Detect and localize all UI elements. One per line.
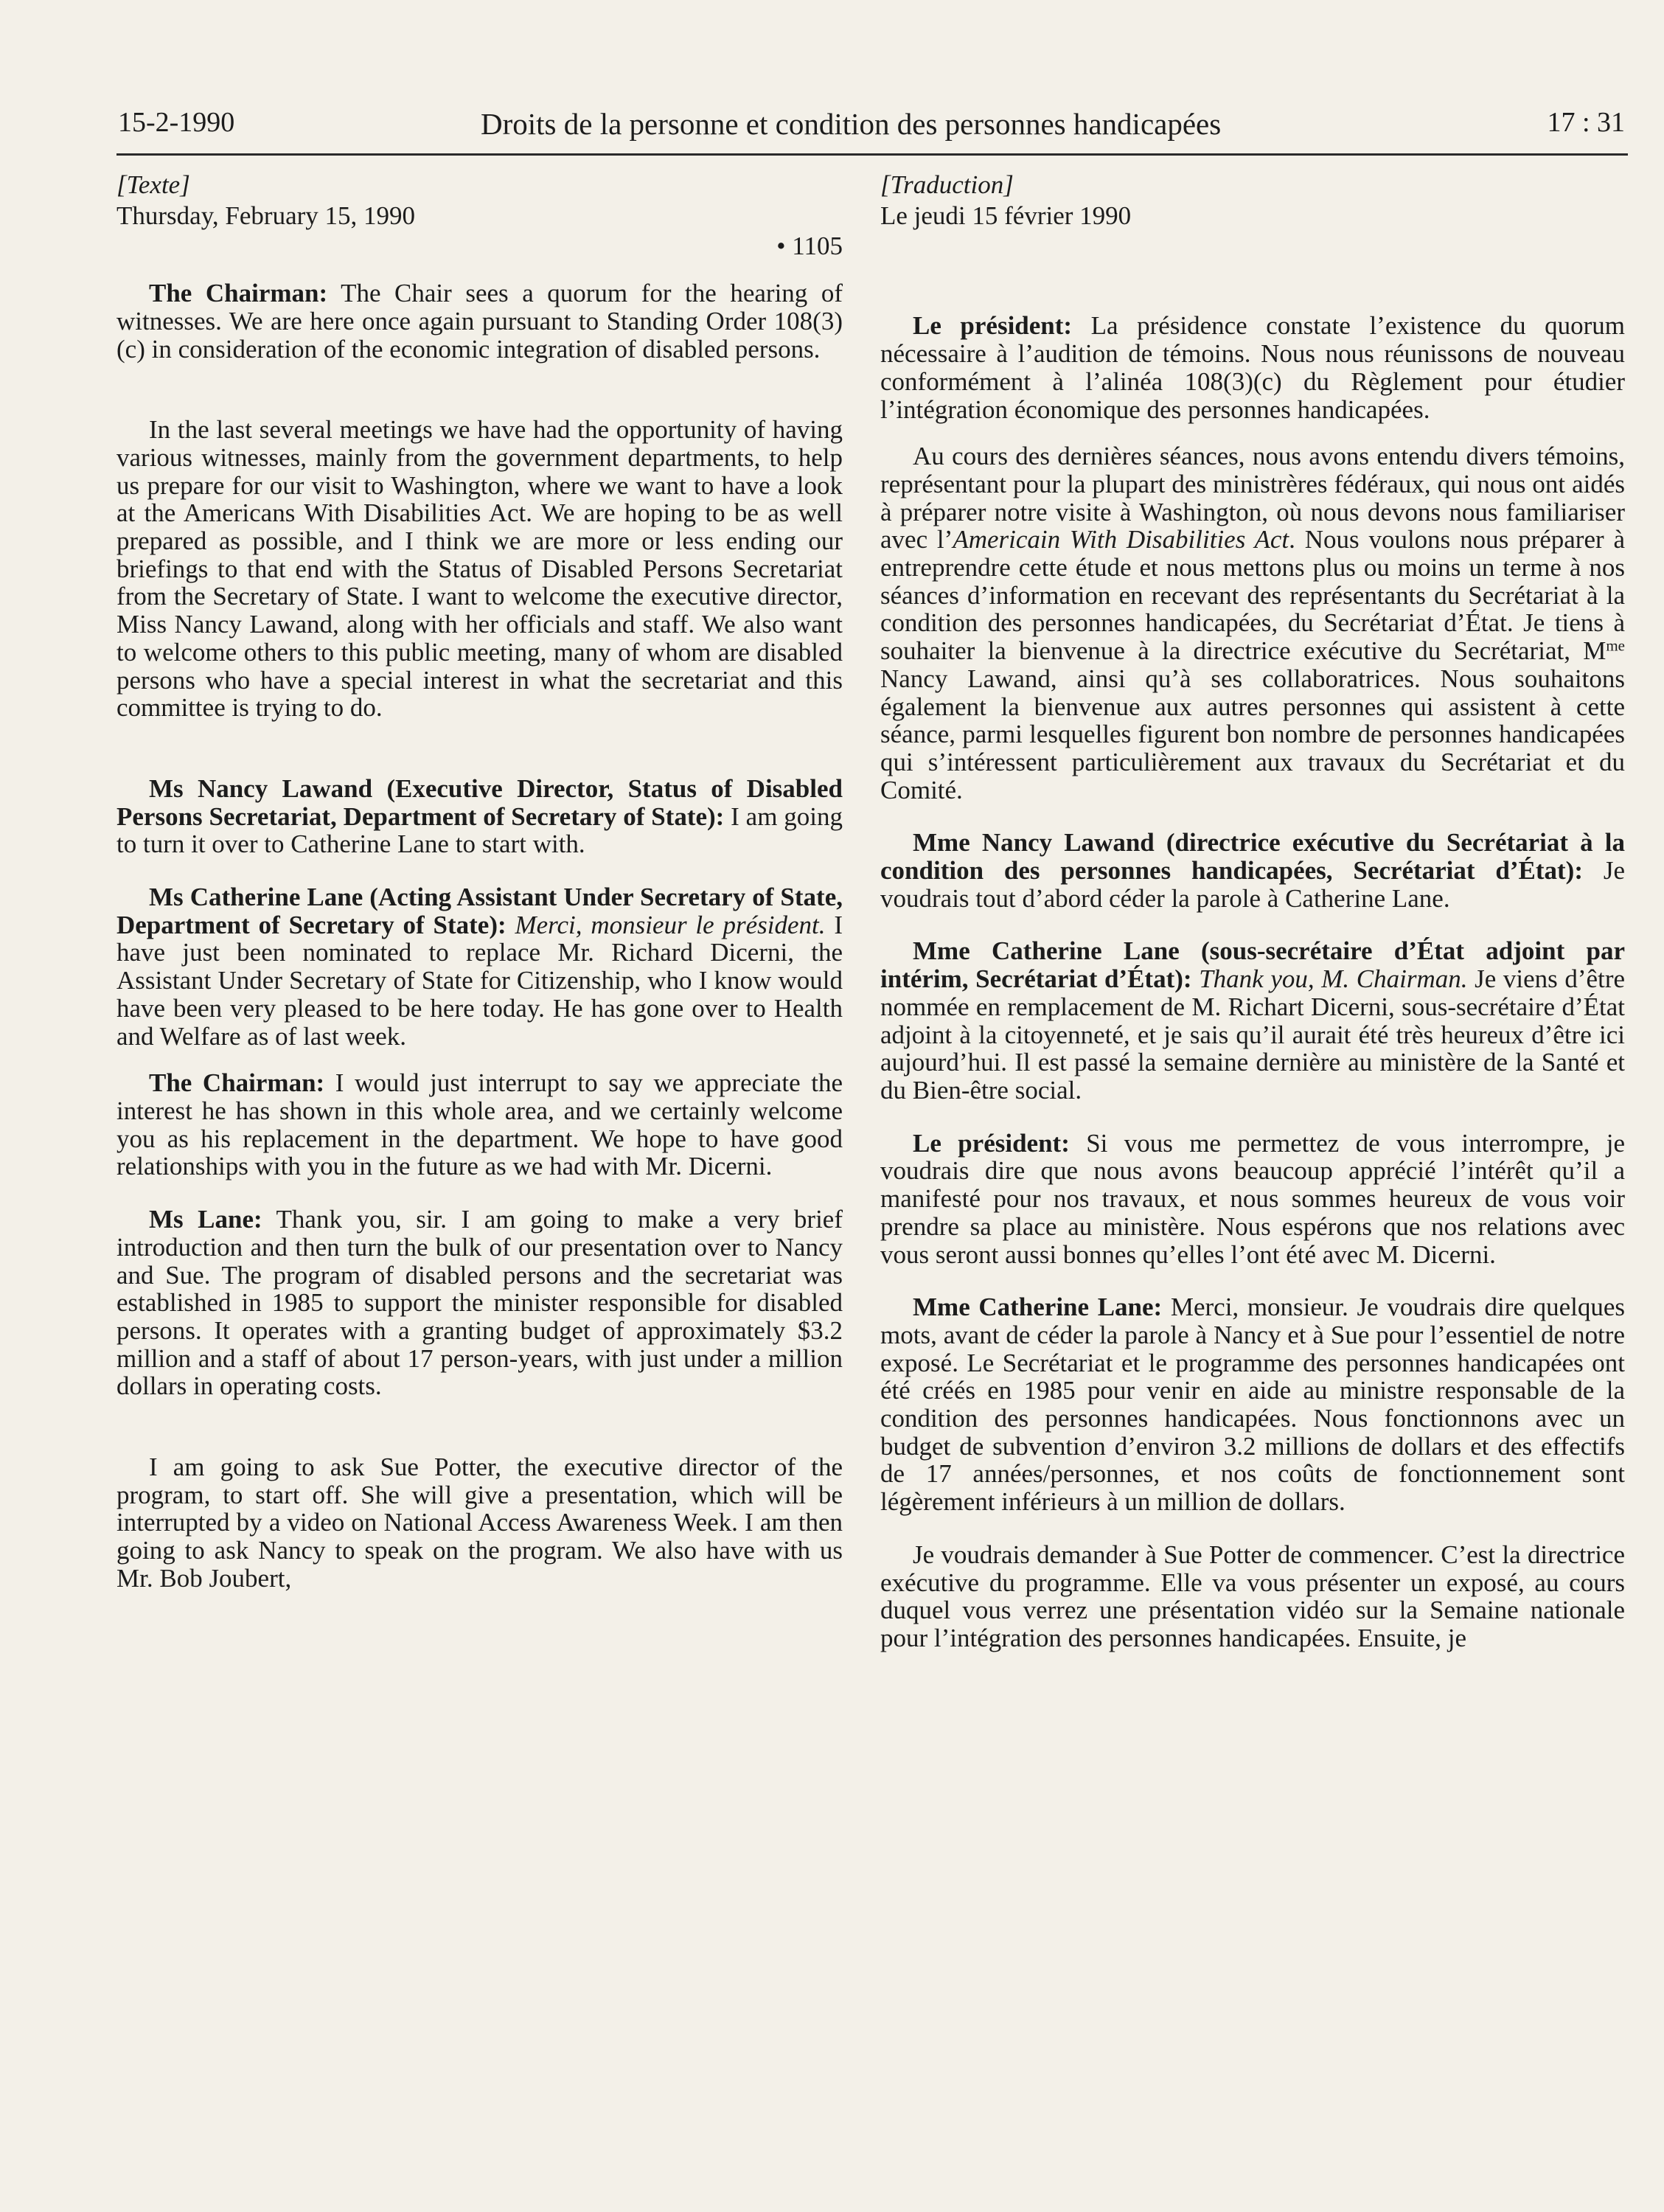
chairman-opening: The Chairman: The Chair sees a quorum for the hearing of witnesses. We are here once again pursuant to Standing Order 108(3)(c) in consideration of the economic integration of disabled persons. [116, 279, 843, 364]
lawand-statement: Ms Nancy Lawand (Executive Director, Status of Disabled Persons Secretariat, Department of Secretary of State): I am going to turn it over to Catherine Lane to start with. [116, 773, 843, 859]
translation-tag: [Traduction] [880, 170, 1014, 199]
chairman-paragraph-2: In the last several meetings we have had the opportunity of having various witnesses, mainly from the government departments, to help us prepare for our visit to Washington, where we want to have a look at the Americans With Disabilities Act. We are hoping to be as well prepared as possible, and I think we are more or less ending our briefings to that end with the Status of Disabled Persons Secretariat from the Secretary of State. I want to welcome the executive director, Miss Nancy Lawand, along with her officials and staff. We also want to welcome others to this public meeting, many of whom are disabled persons who have a special interest in what the secretariat and this committee is trying to do. [116, 415, 843, 723]
speaker-label: The Chairman: [149, 279, 328, 308]
page-header [116, 103, 1628, 156]
speaker-label: Le président: [913, 1128, 1070, 1158]
header-title: Droits de la personne et condition des personnes handicapées [481, 107, 1222, 141]
president-opening: Le président: La présidence constate l’existence du quorum nécessaire à l’audition de témoins. Nous nous réunissons de nouveau conformément à l’alinéa 108(3)(c) du Règlement pour étudier l’intégration économique des personnes handicapées. [880, 311, 1625, 424]
speaker-label: Ms Nancy Lawand (Executive Director, Status of Disabled Persons Secretariat, Department of Secretary of State): [116, 773, 843, 831]
english-column [116, 171, 843, 1593]
lane-introduction: Ms Lane: Thank you, sir. I am going to make a very brief introduction and then turn the bulk of our presentation over to Nancy and Sue. The program of disabled persons and the secretariat was established in 1985 to support the minister responsible for disabled persons. It operates with a granting budget of approximately $3.2 million and a staff of about 17 person-years, with just under a million dollars in operating costs. [116, 1205, 843, 1401]
lane-statement: Ms Catherine Lane (Acting Assistant Under Secretary of State, Department of Secretary of State): Merci, monsieur le président. I have just been nominated to replace Mr. Richard Dicerni, the Assistant Under Secretary of State for Citizenship, who I know would have been very pleased to be here today. He has gone over to Health and Welfare as of last week. [116, 883, 843, 1051]
lane-continuation: I am going to ask Sue Potter, the executive director of the program, to start off. She will give a presentation, which will be interrupted by a video on National Access Awareness Week. I am then going to ask Nancy to speak on the program. We also have with us Mr. Bob Joubert, [116, 1453, 843, 1593]
speaker-label: Ms Catherine Lane (Acting Assistant Under Secretary of State, Department of Secretary of State): [116, 883, 843, 939]
header-date: 15-2-1990 [118, 107, 235, 138]
speaker-label: Mme Catherine Lane: [913, 1293, 1163, 1322]
speaker-label: Ms Lane: [149, 1205, 262, 1234]
speaker-label: The Chairman: [149, 1068, 325, 1098]
speaker-label: Mme Catherine Lane (sous-secrétaire d’État adjoint par intérim, Secrétariat d’État): [880, 936, 1625, 994]
chairman-interrupt: The Chairman: I would just interrupt to say we appreciate the interest he has shown in this whole area, and we certainly welcome you as his replacement in the department. We hope to have good relationships with you in the future as we had with Mr. Dicerni. [116, 1068, 843, 1181]
lane-statement-fr: Mme Catherine Lane (sous-secrétaire d’État adjoint par intérim, Secrétariat d’État): Thank you, M. Chairman. Je viens d’être nommée en remplacement de M. Richart Dicerni, sous-secrétaire d’État adjoint à la citoyenneté, et je sais qu’il aurait été très heureux d’être ici aujourd’hui. Il est passé la semaine dernière au ministère de la Santé et du Bien-être social. [880, 936, 1626, 1105]
president-paragraph-2: Au cours des dernières séances, nous avons entendu divers témoins, représentant pour la plupart des ministrères fédéraux, qui nous ont aidés à préparer notre visite à Washington, où nous devons nous familiariser avec l’Americain With Disabilities Act. Nous voulons nous préparer à entreprendre cette étude et nous mettons plus ou moins un terme à nos séances d’information en recevant des représentants du Secrétariat à la condition des personnes handicapées, du Secrétariat d’État. Je tiens à souhaiter la bienvenue à la directrice exécutive du Secrétariat, $M^{me}$ Nancy Lawand, ainsi qu’à ses collaboratrices. Nous souhaitons également la bienvenue aux autres personnes qui assistent à cette séance, parmi lesquelles figurent bon nombre de personnes handicapées qui s’intéressent particulièrement aux travaux du Secrétariat et du Comité. [880, 442, 1625, 804]
president-interrupt: Le président: Si vous me permettez de vous interrompre, je voudrais dire que nous avons beaucoup apprécié l’intérêt qu’il a manifesté pour nos travaux, et nous sommes heureux de vous voir prendre sa place au ministère. Nous espérons que nos relations avec vous seront aussi bonnes qu’elles l’ont été avec M. Dicerni. [880, 1128, 1625, 1269]
time-marker: • 1105 [776, 232, 843, 261]
text-tag: [Texte] [116, 170, 190, 199]
speaker-label: Le président: [913, 311, 1073, 341]
lane-introduction-fr: Mme Catherine Lane: Merci, monsieur. Je voudrais dire quelques mots, avant de céder la parole à Nancy et à Sue pour l’essentiel de notre exposé. Le Secrétariat et le programme des personnes handicapées ont été créés en 1985 pour venir en aide au ministre responsable de la condition des personnes handicapées. Nous fonctionnons avec un budget de subvention d’environ 3.2 millions de dollars et des effectifs de 17 années/personnes, et nos coûts de fonctionnement sont légèrement inférieurs à un million de dollars. [880, 1293, 1626, 1517]
french-column [880, 171, 1625, 1652]
lawand-statement-fr: Mme Nancy Lawand (directrice exécutive du Secrétariat à la condition des personnes handicapées, Secrétariat d’État): Je voudrais tout d’abord céder la parole à Catherine Lane. [880, 828, 1626, 913]
meeting-date-fr: Le jeudi 15 février 1990 [880, 201, 1132, 230]
lane-continuation-fr: Je voudrais demander à Sue Potter de commencer. C’est la directrice exécutive du programme. Elle va vous présenter un exposé, au cours duquel vous verrez une présentation vidéo sur la Semaine nationale pour l’intégration des personnes handicapées. Ensuite, je [880, 1540, 1625, 1652]
speaker-label: Mme Nancy Lawand (directrice exécutive du Secrétariat à la condition des personnes handicapées, Secrétariat d’État): [880, 828, 1625, 886]
meeting-date: Thursday, February 15, 1990 [116, 201, 416, 230]
page-number: 17 : 31 [1547, 107, 1625, 138]
